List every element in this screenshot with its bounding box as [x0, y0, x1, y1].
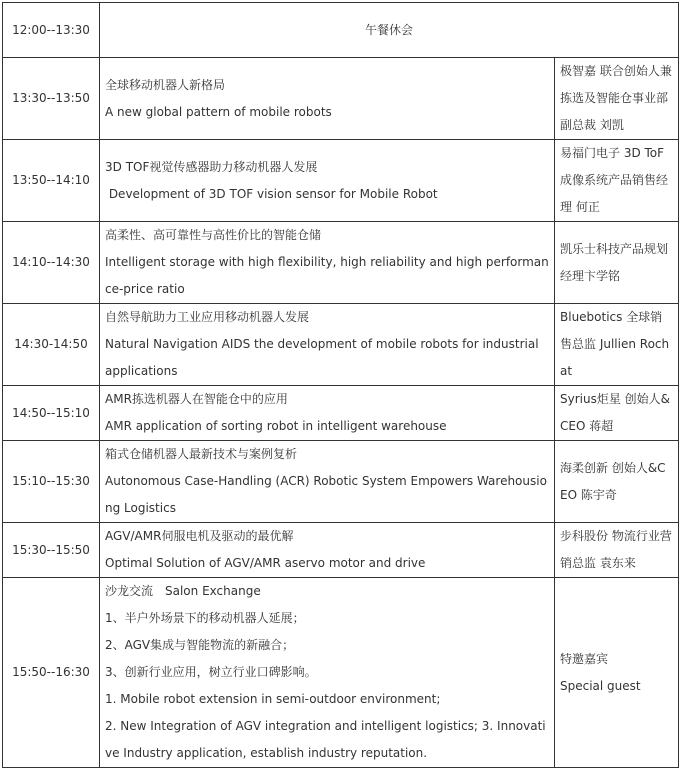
agenda-row	[3, 578, 679, 768]
time-cell: 14:10--14:30	[3, 222, 100, 304]
salon-item-cn: 1、半户外场景下的移动机器人延展；	[105, 611, 305, 625]
agenda-row	[3, 222, 679, 304]
speaker-text: Special guest	[560, 678, 641, 693]
topic-title-cn: AMR拣选机器人在智能仓中的应用	[105, 392, 288, 406]
time-cell: 13:50--14:10	[3, 140, 100, 222]
topic-title-en: Natural Navigation AIDS the development of mobile robots for industrial applications	[105, 337, 539, 378]
time-cell: 15:10--15:30	[3, 441, 100, 523]
topic-title-cn: 箱式仓储机器人最新技术与案例复析	[105, 447, 298, 461]
salon-item-cn: 3、创新行业应用，树立行业口碑影响。	[105, 665, 317, 679]
speaker-text: Bluebotics 全球销售总监 Jullien Rochat	[560, 310, 670, 378]
speaker-text: 步科股份 物流行业营销总监 袁东来	[560, 529, 672, 570]
speaker-cell	[555, 523, 679, 578]
salon-title: 沙龙交流 Salon Exchange	[105, 584, 261, 598]
lunch-break-cell: 午餐休会	[100, 3, 679, 58]
topic-title-en: A new global pattern of mobile robots	[105, 104, 332, 119]
salon-item-en: 1. Mobile robot extension in semi-outdoor environment;	[105, 692, 441, 706]
agenda-table	[2, 2, 679, 768]
agenda-row	[3, 304, 679, 386]
agenda-row	[3, 58, 679, 140]
topic-cell	[100, 386, 555, 441]
time-cell: 12:00--13:30	[3, 3, 100, 58]
time-cell: 14:30-14:50	[3, 304, 100, 386]
topic-title-en: Intelligent storage with high flexibility, high reliability and high performance-price ratio	[105, 255, 549, 296]
topic-cell	[100, 578, 555, 768]
topic-cell	[100, 441, 555, 523]
topic-cell	[100, 222, 555, 304]
speaker-cell	[555, 441, 679, 523]
topic-title-cn: 全球移动机器人新格局	[105, 77, 226, 92]
agenda-row	[3, 386, 679, 441]
topic-title-en: Optimal Solution of AGV/AMR aservo motor and drive	[105, 556, 426, 570]
speaker-cell	[555, 58, 679, 140]
agenda-body	[3, 3, 679, 768]
speaker-text: 易福门电子 3D ToF 成像系统产品销售经理 何正	[560, 146, 669, 214]
topic-title-cn: 3D TOF视觉传感器助力移动机器人发展	[105, 159, 318, 174]
time-cell: 15:50--16:30	[3, 578, 100, 768]
topic-title-cn: 自然导航助力工业应用移动机器人发展	[105, 310, 310, 324]
speaker-text: Syrius炬星 创始人&CEO 蒋超	[560, 392, 671, 433]
time-cell: 15:30--15:50	[3, 523, 100, 578]
time-cell: 13:30--13:50	[3, 58, 100, 140]
time-cell: 14:50--15:10	[3, 386, 100, 441]
salon-item-cn: 2、AGV集成与智能物流的新融合；	[105, 638, 295, 652]
speaker-cell	[555, 140, 679, 222]
agenda-row	[3, 140, 679, 222]
topic-title-en: Autonomous Case-Handling (ACR) Robotic System Empowers Warehousiong Logistics	[105, 474, 547, 515]
agenda-row	[3, 523, 679, 578]
agenda-row	[3, 3, 679, 58]
speaker-cell	[555, 222, 679, 304]
topic-title-cn: 高柔性、高可靠性与高性价比的智能仓储	[105, 228, 322, 242]
speaker-cell	[555, 578, 679, 768]
topic-title-cn: AGV/AMR伺服电机及驱动的最优解	[105, 529, 294, 543]
topic-title-en: AMR application of sorting robot in intelligent warehouse	[105, 419, 447, 433]
speaker-text: 极智嘉 联合创始人兼拣选及智能仓事业部副总裁 刘凯	[560, 64, 672, 132]
speaker-cell	[555, 304, 679, 386]
topic-cell	[100, 58, 555, 140]
topic-title-en: Development of 3D TOF vision sensor for Mobile Robot	[105, 186, 438, 201]
topic-cell	[100, 304, 555, 386]
speaker-text: 特邀嘉宾	[560, 651, 609, 666]
salon-item-en: 2. New Integration of AGV integration and intelligent logistics; 3. Innovative Industry application, establish industry reputation.	[105, 719, 546, 760]
agenda-row	[3, 441, 679, 523]
speaker-text: 凯乐士科技产品规划经理卞学铭	[560, 241, 669, 283]
topic-cell	[100, 140, 555, 222]
topic-cell	[100, 523, 555, 578]
speaker-text: 海柔创新 创始人&CEO 陈宇奇	[560, 460, 666, 502]
speaker-cell	[555, 386, 679, 441]
